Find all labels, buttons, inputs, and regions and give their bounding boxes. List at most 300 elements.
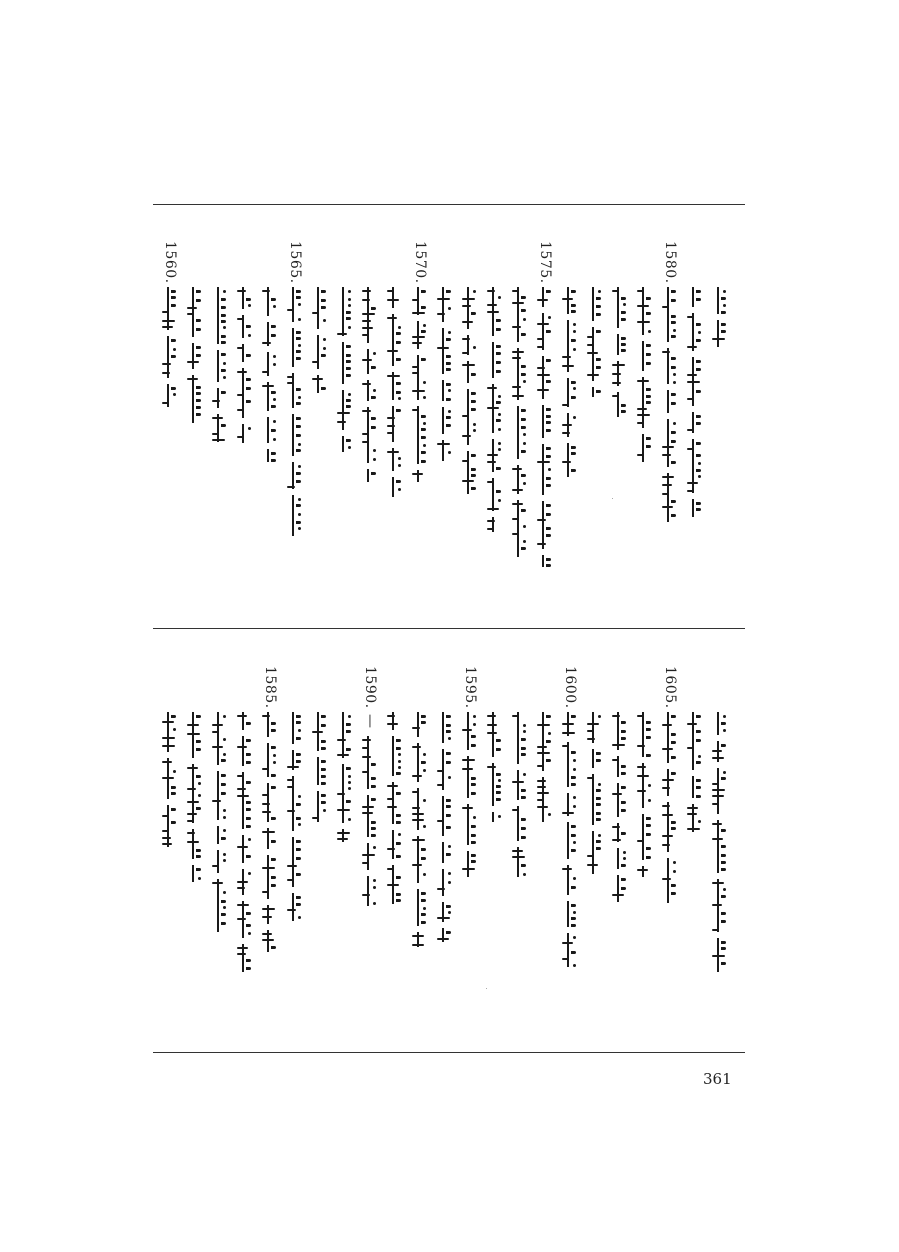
- line-number: 1575.: [537, 241, 553, 284]
- glyph-mark: [298, 729, 301, 732]
- glyph-mark: [423, 769, 426, 772]
- glyph-mark: [521, 789, 526, 792]
- glyph-mark: [721, 829, 726, 832]
- glyph-mark: [321, 747, 326, 750]
- glyph-mark: [523, 730, 526, 733]
- glyph-mark: [423, 907, 426, 910]
- glyph-mark: [223, 809, 226, 812]
- glyph-mark: [671, 733, 676, 736]
- glyph-mark: [446, 805, 451, 808]
- bottom-script-line: [284, 712, 302, 922]
- glyph-mark: [621, 832, 626, 835]
- glyph-mark: [596, 847, 601, 850]
- glyph-mark: [573, 911, 576, 914]
- bottom-script-line: [384, 712, 402, 907]
- bottom-script-line: [159, 712, 177, 857]
- bottom-verse-line: [158, 0, 178, 1252]
- glyph-mark: [248, 932, 251, 935]
- glyph-mark: [596, 818, 601, 821]
- glyph-mark: [396, 855, 401, 858]
- glyph-mark: [671, 884, 676, 887]
- glyph-mark: [723, 771, 726, 774]
- glyph-stem: [167, 805, 169, 847]
- glyph-stem: [642, 814, 644, 860]
- bottom-verse-line: [458, 0, 478, 1252]
- glyph-mark: [621, 878, 626, 881]
- glyph-mark: [573, 841, 576, 844]
- glyph-mark: [221, 759, 226, 762]
- bottom-script-line: [584, 712, 602, 882]
- glyph-mark: [571, 776, 576, 779]
- glyph-stem: [617, 848, 619, 869]
- glyph-mark: [246, 967, 251, 970]
- glyph-mark: [246, 801, 251, 804]
- glyph-mark: [348, 787, 351, 790]
- glyph-mark: [421, 761, 426, 764]
- glyph-mark: [371, 798, 376, 801]
- glyph-mark: [246, 739, 251, 742]
- glyph-mark: [321, 794, 326, 797]
- bottom-verse-line: [658, 0, 678, 1252]
- glyph-mark: [596, 840, 601, 843]
- glyph-mark: [448, 737, 451, 740]
- glyph-mark: [448, 911, 451, 914]
- glyph-mark: [723, 729, 726, 732]
- dash-mark: —: [362, 714, 378, 729]
- glyph-mark: [646, 721, 651, 724]
- glyph-mark: [573, 805, 576, 808]
- glyph-mark: [671, 772, 676, 775]
- glyph-mark: [498, 779, 501, 782]
- glyph-mark: [396, 821, 401, 824]
- glyph-mark: [198, 794, 201, 797]
- glyph-mark: [446, 761, 451, 764]
- bottom-verse-line: [433, 0, 453, 1252]
- glyph-mark: [671, 827, 676, 830]
- bottom-verse-line: [183, 0, 203, 1252]
- glyph-mark: [296, 737, 301, 740]
- glyph-mark: [496, 739, 501, 742]
- glyph-mark: [673, 870, 676, 873]
- glyph-mark: [621, 864, 626, 867]
- glyph-mark: [171, 786, 176, 789]
- glyph-mark: [223, 891, 226, 894]
- glyph-mark: [371, 777, 376, 780]
- line-number: 1560.: [162, 241, 178, 284]
- glyph-mark: [196, 748, 201, 751]
- speck: [612, 498, 613, 499]
- glyph-stem: [542, 712, 544, 771]
- glyph-mark: [673, 861, 676, 864]
- glyph-mark: [246, 855, 251, 858]
- glyph-mark: [621, 786, 626, 789]
- glyph-mark: [321, 782, 326, 785]
- glyph-stem: [617, 783, 619, 817]
- glyph-mark: [246, 761, 251, 764]
- glyph-stem: [467, 756, 469, 798]
- glyph-mark: [548, 813, 551, 816]
- bottom-verse-line: [283, 0, 303, 1252]
- glyph-stem: [417, 836, 419, 883]
- glyph-stem: [642, 763, 644, 808]
- glyph-stem: [392, 736, 394, 776]
- glyph-mark: [473, 715, 476, 718]
- bottom-script-line: [459, 712, 477, 877]
- glyph-mark: [321, 715, 326, 718]
- glyph-stem: [242, 772, 244, 829]
- glyph-mark: [496, 798, 501, 801]
- glyph-mark: [623, 857, 626, 860]
- glyph-mark: [271, 729, 276, 732]
- glyph-mark: [246, 924, 251, 927]
- glyph-mark: [648, 784, 651, 787]
- glyph-mark: [721, 845, 726, 848]
- glyph-mark: [246, 959, 251, 962]
- glyph-mark: [298, 795, 301, 798]
- glyph-mark: [223, 906, 226, 909]
- bottom-script-line: [234, 712, 252, 972]
- glyph-mark: [473, 816, 476, 819]
- glyph-stem: [692, 712, 694, 770]
- glyph-stem: [642, 866, 644, 877]
- glyph-stem: [717, 820, 719, 873]
- bottom-script-line: [484, 712, 502, 822]
- glyph-mark: [271, 746, 276, 749]
- glyph-mark: [248, 838, 251, 841]
- glyph-mark: [496, 748, 501, 751]
- bottom-script-line: [434, 712, 452, 942]
- glyph-stem: [517, 712, 519, 764]
- glyph-mark: [373, 846, 376, 849]
- glyph-mark: [371, 827, 376, 830]
- bottom-verse-line: [533, 0, 553, 1252]
- bottom-verse-line: [708, 0, 728, 1252]
- glyph-mark: [321, 724, 326, 727]
- glyph-mark: [346, 748, 351, 751]
- glyph-mark: [196, 715, 201, 718]
- glyph-mark: [721, 912, 726, 915]
- glyph-mark: [471, 854, 476, 857]
- bottom-script-line: [509, 712, 527, 877]
- glyph-mark: [396, 739, 401, 742]
- glyph-mark: [423, 753, 426, 756]
- glyph-mark: [446, 752, 451, 755]
- glyph-mark: [271, 786, 276, 789]
- line-number: 1565.: [287, 241, 303, 284]
- glyph-mark: [471, 841, 476, 844]
- glyph-mark: [196, 775, 201, 778]
- glyph-mark: [646, 847, 651, 850]
- glyph-mark: [521, 796, 526, 799]
- glyph-stem: [367, 736, 369, 789]
- glyph-mark: [446, 715, 451, 718]
- glyph-stem: [217, 879, 219, 932]
- glyph-mark: [196, 855, 201, 858]
- glyph-mark: [721, 895, 726, 898]
- glyph-mark: [721, 947, 726, 950]
- glyph-mark: [446, 931, 451, 934]
- glyph-mark: [598, 715, 601, 718]
- glyph-mark: [448, 881, 451, 884]
- glyph-mark: [246, 722, 251, 725]
- glyph-mark: [471, 792, 476, 795]
- glyph-stem: [292, 893, 294, 921]
- glyph-mark: [371, 785, 376, 788]
- glyph-mark: [348, 775, 351, 778]
- bottom-script-line: [709, 712, 727, 972]
- glyph-mark: [571, 715, 576, 718]
- glyph-mark: [398, 833, 401, 836]
- glyph-stem: [567, 933, 569, 967]
- glyph-mark: [373, 886, 376, 889]
- glyph-stem: [592, 774, 594, 825]
- glyph-mark: [321, 775, 326, 778]
- glyph-mark: [696, 786, 701, 789]
- glyph-mark: [646, 736, 651, 739]
- glyph-mark: [171, 808, 176, 811]
- glyph-mark: [398, 766, 401, 769]
- glyph-stem: [492, 812, 494, 822]
- glyph-mark: [621, 772, 626, 775]
- glyph-mark: [498, 815, 501, 818]
- glyph-stem: [442, 842, 444, 863]
- glyph-stem: [667, 769, 669, 796]
- glyph-stem: [592, 831, 594, 874]
- glyph-mark: [398, 760, 401, 763]
- glyph-mark: [571, 783, 576, 786]
- glyph-mark: [548, 732, 551, 735]
- glyph-mark: [371, 821, 376, 824]
- glyph-mark: [421, 899, 426, 902]
- glyph-mark: [721, 777, 726, 780]
- glyph-mark: [721, 854, 726, 857]
- glyph-mark: [598, 834, 601, 837]
- glyph-mark: [471, 744, 476, 747]
- glyph-mark: [198, 877, 201, 880]
- glyph-mark: [221, 913, 226, 916]
- glyph-mark: [223, 715, 226, 718]
- glyph-mark: [396, 747, 401, 750]
- glyph-mark: [721, 861, 726, 864]
- glyph-mark: [423, 873, 426, 876]
- glyph-mark: [496, 785, 501, 788]
- glyph-stem: [667, 858, 669, 903]
- glyph-stem: [692, 776, 694, 798]
- bottom-verse-line: [308, 0, 328, 1252]
- glyph-mark: [573, 877, 576, 880]
- glyph-mark: [221, 783, 226, 786]
- glyph-stem: [267, 743, 269, 777]
- glyph-stem: [492, 763, 494, 806]
- glyph-mark: [646, 728, 651, 731]
- glyph-mark: [271, 876, 276, 879]
- glyph-mark: [596, 759, 601, 762]
- bottom-script-line: [634, 712, 652, 877]
- glyph-stem: [642, 712, 644, 757]
- glyph-mark: [423, 799, 426, 802]
- glyph-mark: [221, 774, 226, 777]
- glyph-mark: [296, 840, 301, 843]
- bottom-script-line: [259, 712, 277, 952]
- glyph-mark: [621, 737, 626, 740]
- glyph-mark: [596, 803, 601, 806]
- bottom-verse-line: [208, 0, 228, 1252]
- glyph-mark: [521, 738, 526, 741]
- glyph-mark: [273, 754, 276, 757]
- glyph-mark: [221, 837, 226, 840]
- bottom-verse-line: [483, 0, 503, 1252]
- bottom-script-line: [409, 712, 427, 947]
- glyph-mark: [571, 849, 576, 852]
- glyph-stem: [217, 712, 219, 765]
- glyph-mark: [348, 715, 351, 718]
- line-number: 1580.: [662, 241, 678, 284]
- glyph-mark: [196, 740, 201, 743]
- glyph-mark: [396, 876, 401, 879]
- glyph-mark: [271, 774, 276, 777]
- glyph-mark: [296, 848, 301, 851]
- glyph-mark: [521, 836, 526, 839]
- bottom-script-line: [184, 712, 202, 882]
- glyph-mark: [396, 814, 401, 817]
- glyph-stem: [367, 876, 369, 906]
- glyph-mark: [296, 873, 301, 876]
- glyph-mark: [571, 751, 576, 754]
- glyph-mark: [571, 825, 576, 828]
- bottom-verse-line: [558, 0, 578, 1252]
- glyph-mark: [271, 946, 276, 949]
- bottom-verse-line: [408, 0, 428, 1252]
- glyph-mark: [321, 801, 326, 804]
- glyph-mark: [471, 860, 476, 863]
- bottom-verse-line: [633, 0, 653, 1252]
- glyph-mark: [471, 825, 476, 828]
- glyph-mark: [296, 903, 301, 906]
- glyph-stem: [667, 712, 669, 763]
- line-number: 1585.: [262, 666, 278, 709]
- glyph-mark: [348, 781, 351, 784]
- glyph-stem: [217, 826, 219, 844]
- glyph-mark: [421, 848, 426, 851]
- bottom-script-line: [209, 712, 227, 932]
- bottom-verse-line: [683, 0, 703, 1252]
- glyph-mark: [721, 744, 726, 747]
- line-number: 1605.: [662, 666, 678, 709]
- glyph-mark: [723, 888, 726, 891]
- glyph-stem: [367, 843, 369, 870]
- glyph-mark: [398, 753, 401, 756]
- glyph-mark: [246, 825, 251, 828]
- glyph-mark: [648, 799, 651, 802]
- glyph-mark: [423, 825, 426, 828]
- glyph-mark: [646, 817, 651, 820]
- glyph-mark: [596, 797, 601, 800]
- line-number: 1600.: [562, 666, 578, 709]
- glyph-mark: [321, 760, 326, 763]
- glyph-stem: [192, 865, 194, 882]
- glyph-mark: [621, 809, 626, 812]
- glyph-mark: [621, 765, 626, 768]
- glyph-mark: [171, 715, 176, 718]
- glyph-mark: [323, 809, 326, 812]
- glyph-mark: [396, 792, 401, 795]
- glyph-mark: [521, 827, 526, 830]
- glyph-mark: [646, 754, 651, 757]
- glyph-mark: [521, 864, 526, 867]
- glyph-mark: [396, 893, 401, 896]
- glyph-stem: [617, 875, 619, 902]
- glyph-stem: [317, 757, 319, 785]
- glyph-mark: [448, 776, 451, 779]
- glyph-mark: [546, 759, 551, 762]
- glyph-mark: [296, 817, 301, 820]
- glyph-mark: [446, 826, 451, 829]
- glyph-mark: [623, 851, 626, 854]
- bottom-verse-line: [583, 0, 603, 1252]
- glyph-mark: [271, 722, 276, 725]
- bottom-script-line: [659, 712, 677, 917]
- glyph-mark: [223, 816, 226, 819]
- glyph-mark: [471, 777, 476, 780]
- glyph-mark: [571, 904, 576, 907]
- glyph-mark: [523, 724, 526, 727]
- bottom-verse-line: [383, 0, 403, 1252]
- glyph-mark: [696, 761, 701, 764]
- glyph-stem: [292, 776, 294, 831]
- glyph-mark: [296, 753, 301, 756]
- glyph-mark: [371, 834, 376, 837]
- glyph-mark: [271, 817, 276, 820]
- glyph-mark: [523, 873, 526, 876]
- glyph-mark: [621, 721, 626, 724]
- glyph-mark: [196, 849, 201, 852]
- glyph-mark: [421, 921, 426, 924]
- glyph-mark: [421, 721, 426, 724]
- glyph-mark: [373, 879, 376, 882]
- glyph-mark: [523, 773, 526, 776]
- glyph-mark: [696, 795, 701, 798]
- glyph-mark: [221, 900, 226, 903]
- glyph-mark: [421, 913, 426, 916]
- glyph-mark: [446, 814, 451, 817]
- glyph-stem: [417, 889, 419, 926]
- glyph-stem: [392, 782, 394, 824]
- glyph-mark: [646, 824, 651, 827]
- glyph-mark: [446, 853, 451, 856]
- glyph-mark: [471, 834, 476, 837]
- glyph-stem: [442, 796, 444, 836]
- glyph-mark: [196, 807, 201, 810]
- glyph-mark: [173, 770, 176, 773]
- glyph-mark: [596, 789, 601, 792]
- glyph-mark: [198, 782, 201, 785]
- bottom-verse-line: [333, 0, 353, 1252]
- bottom-script-line: [309, 712, 327, 822]
- glyph-mark: [296, 715, 301, 718]
- glyph-mark: [473, 723, 476, 726]
- bottom-verse-line: [358, 0, 378, 1252]
- glyph-mark: [373, 902, 376, 905]
- glyph-stem: [342, 712, 344, 758]
- glyph-mark: [346, 723, 351, 726]
- glyph-mark: [573, 936, 576, 939]
- glyph-mark: [271, 884, 276, 887]
- line-number: 1570.: [412, 241, 428, 284]
- glyph-mark: [421, 715, 426, 718]
- glyph-stem: [242, 736, 244, 766]
- glyph-stem: [467, 851, 469, 877]
- glyph-mark: [571, 917, 576, 920]
